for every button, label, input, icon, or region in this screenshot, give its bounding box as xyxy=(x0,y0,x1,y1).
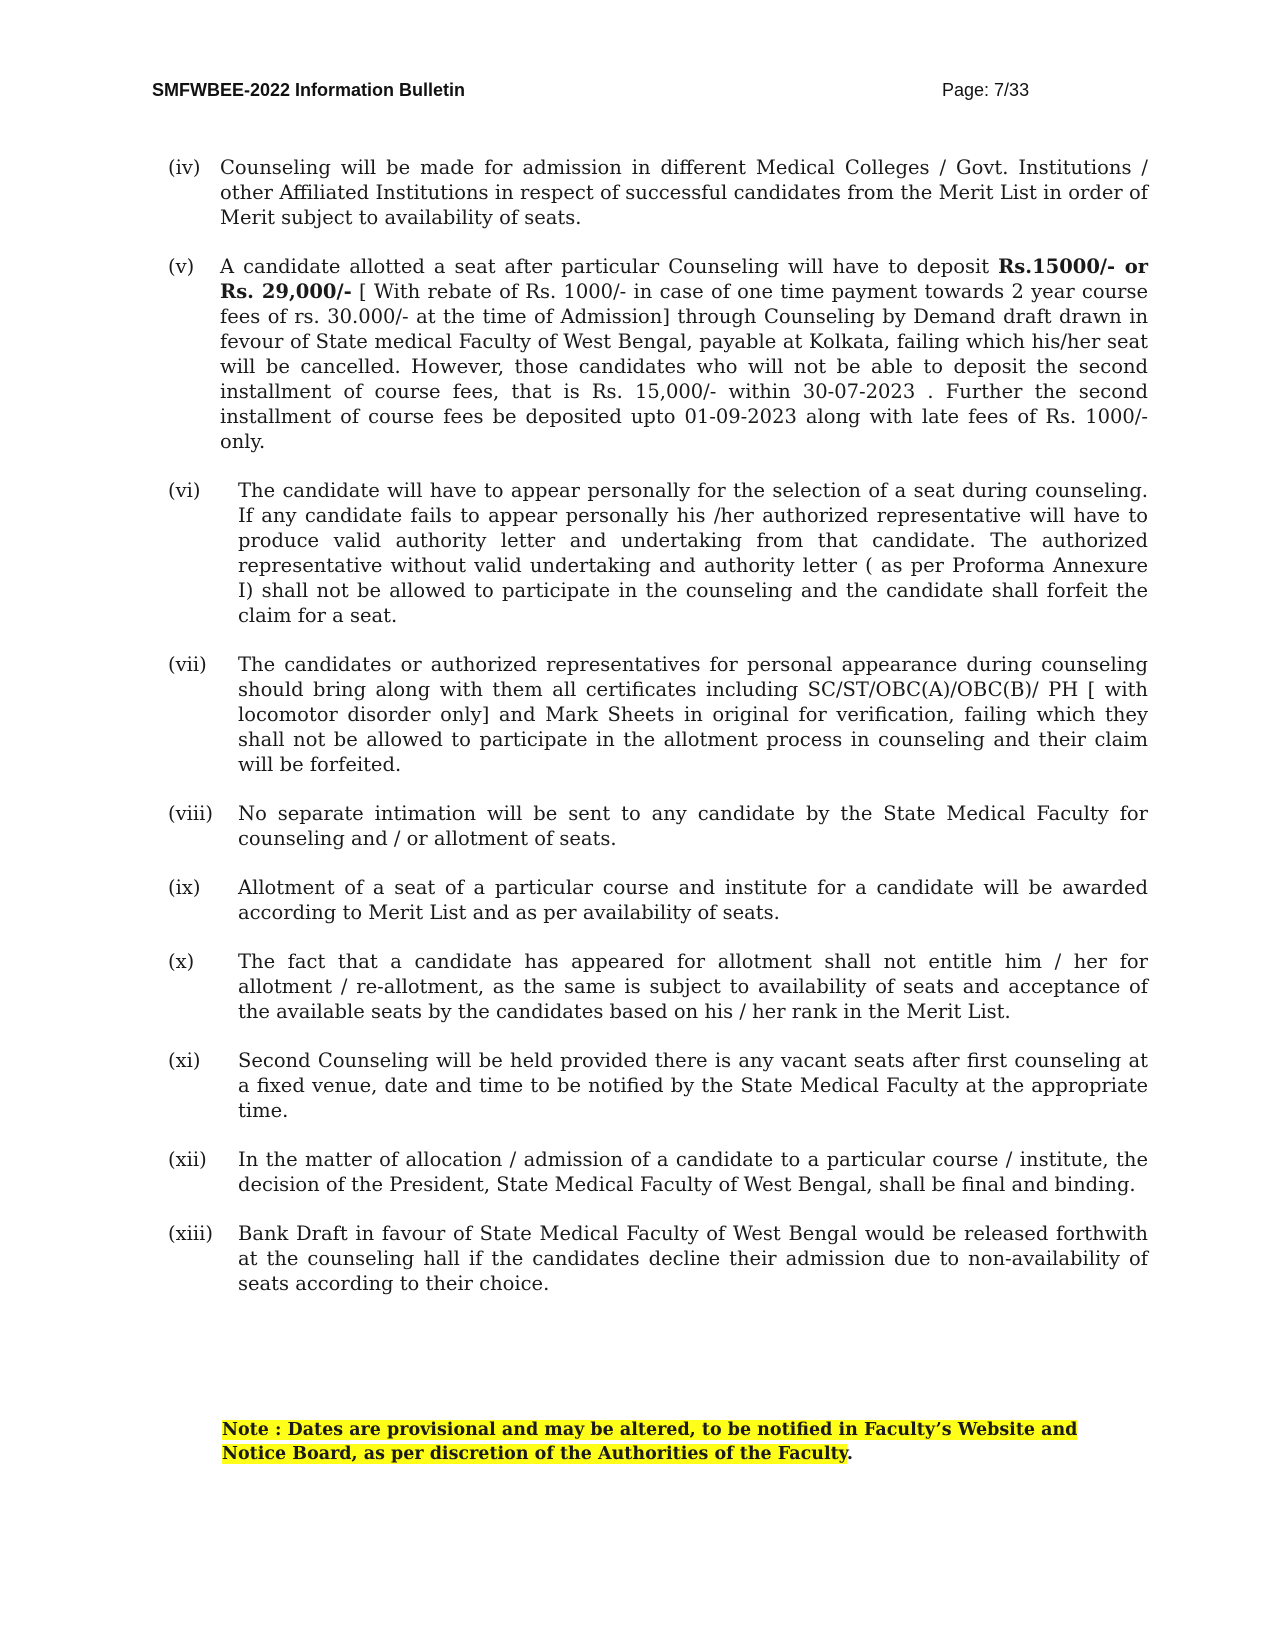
clause-vii xyxy=(168,652,1148,777)
clause-number: (x) xyxy=(168,950,195,973)
bulletin-title: SMFWBEE-2022 Information Bulletin xyxy=(152,80,466,100)
clause-text: No separate intimation will be sent to any candidate by the State Medical Faculty for counseling and / or allotment of seats. xyxy=(238,802,1148,850)
clause-text-lead: A candidate allotted a seat after particular Counseling will have to deposit xyxy=(220,255,990,278)
clause-text: Allotment of a seat of a particular course and institute for a candidate will be awarded according to Merit List and as per availability of seats. xyxy=(238,876,1148,924)
note-end: . xyxy=(846,1444,853,1464)
clause-x xyxy=(168,949,1148,1024)
clause-number: (xiii) xyxy=(168,1222,213,1245)
clause-number: (xi) xyxy=(168,1049,201,1072)
clause-text: The candidate will have to appear personally for the selection of a seat during counseling. If any candidate fails to appear personally his /her authorized representative will have to produce valid authority letter and undertaking from that candidate. The authorized representative without valid undertaking and authority letter ( as per Proforma Annexure I) shall not be allowed to participate in the counseling and the candidate shall forfeit the claim for a seat. xyxy=(238,479,1148,627)
clause-number: (v) xyxy=(168,255,195,278)
clause-text: In the matter of allocation / admission of a candidate to a particular course / institute, the decision of the President, State Medical Faculty of West Bengal, shall be final and binding. xyxy=(238,1148,1148,1196)
clause-number: (ix) xyxy=(168,876,201,899)
clause-viii xyxy=(168,801,1148,851)
clause-number: (xii) xyxy=(168,1148,207,1171)
note-line-1: Note : Dates are provisional and may be altered, to be notified in Faculty’s Website and xyxy=(222,1420,1078,1440)
clause-text xyxy=(168,254,1148,454)
clause-ix xyxy=(168,875,1148,925)
clause-text-rest: [ With rebate of Rs. 1000/- in case of one time payment towards 2 year course fees of rs. 30.000/- at the time of Admission] through Counseling by Demand draft drawn in fevour of State medical Faculty of West Bengal, payable at Kolkata, failing which his/her seat will be cancelled. However, those candidates who will not be able to deposit the second installment of course fees, that is Rs. 15,000/- within 30-07-2023 . Further the second installment of course fees be deposited upto 01-09-2023 along with late fees of Rs. 1000/- only. xyxy=(220,280,1149,453)
clause-xiii xyxy=(168,1221,1148,1296)
clause-number: (vi) xyxy=(168,479,201,502)
clause-number: (iv) xyxy=(168,156,201,179)
clause-iv xyxy=(168,155,1148,230)
clause-v xyxy=(168,254,1148,454)
clause-xi xyxy=(168,1048,1148,1123)
clause-list xyxy=(168,155,1148,1320)
clause-number: (viii) xyxy=(168,802,213,825)
fee-amount: Rs.15000/- or Rs. 29,000/- xyxy=(220,255,1148,303)
clause-xii xyxy=(168,1147,1148,1197)
clause-number: (vii) xyxy=(168,653,207,676)
clause-text: Second Counseling will be held provided there is any vacant seats after first counseling at a fixed venue, date and time to be notified by the State Medical Faculty at the appropriate time. xyxy=(238,1049,1148,1122)
clause-text: Counseling will be made for admission in different Medical Colleges / Govt. Institutions / other Affiliated Institutions in respect of successful candidates from the Merit List in order of Merit subject to availability of seats. xyxy=(220,156,1148,229)
clause-text: The candidates or authorized representatives for personal appearance during counseling should bring along with them all certificates including SC/ST/OBC(A)/OBC(B)/ PH [ with locomotor disorder only] and Mark Sheets in original for verification, failing which they shall not be allowed to participate in the allotment process in counseling and their claim will be forfeited. xyxy=(238,653,1148,776)
clause-vi xyxy=(168,478,1148,628)
page-number: Page: 7/33 xyxy=(942,80,1030,100)
clause-text: The fact that a candidate has appeared for allotment shall not entitle him / her for allotment / re-allotment, as the same is subject to availability of seats and acceptance of the available seats by the candidates based on his / her rank in the Merit List. xyxy=(238,950,1148,1023)
clause-text: Bank Draft in favour of State Medical Faculty of West Bengal would be released forthwith at the counseling hall if the candidates decline their admission due to non-availability of seats according to their choice. xyxy=(238,1222,1148,1295)
note-line-2: Notice Board, as per discretion of the Authorities of the Faculty xyxy=(222,1444,847,1464)
provisional-dates-note xyxy=(222,1418,1142,1466)
